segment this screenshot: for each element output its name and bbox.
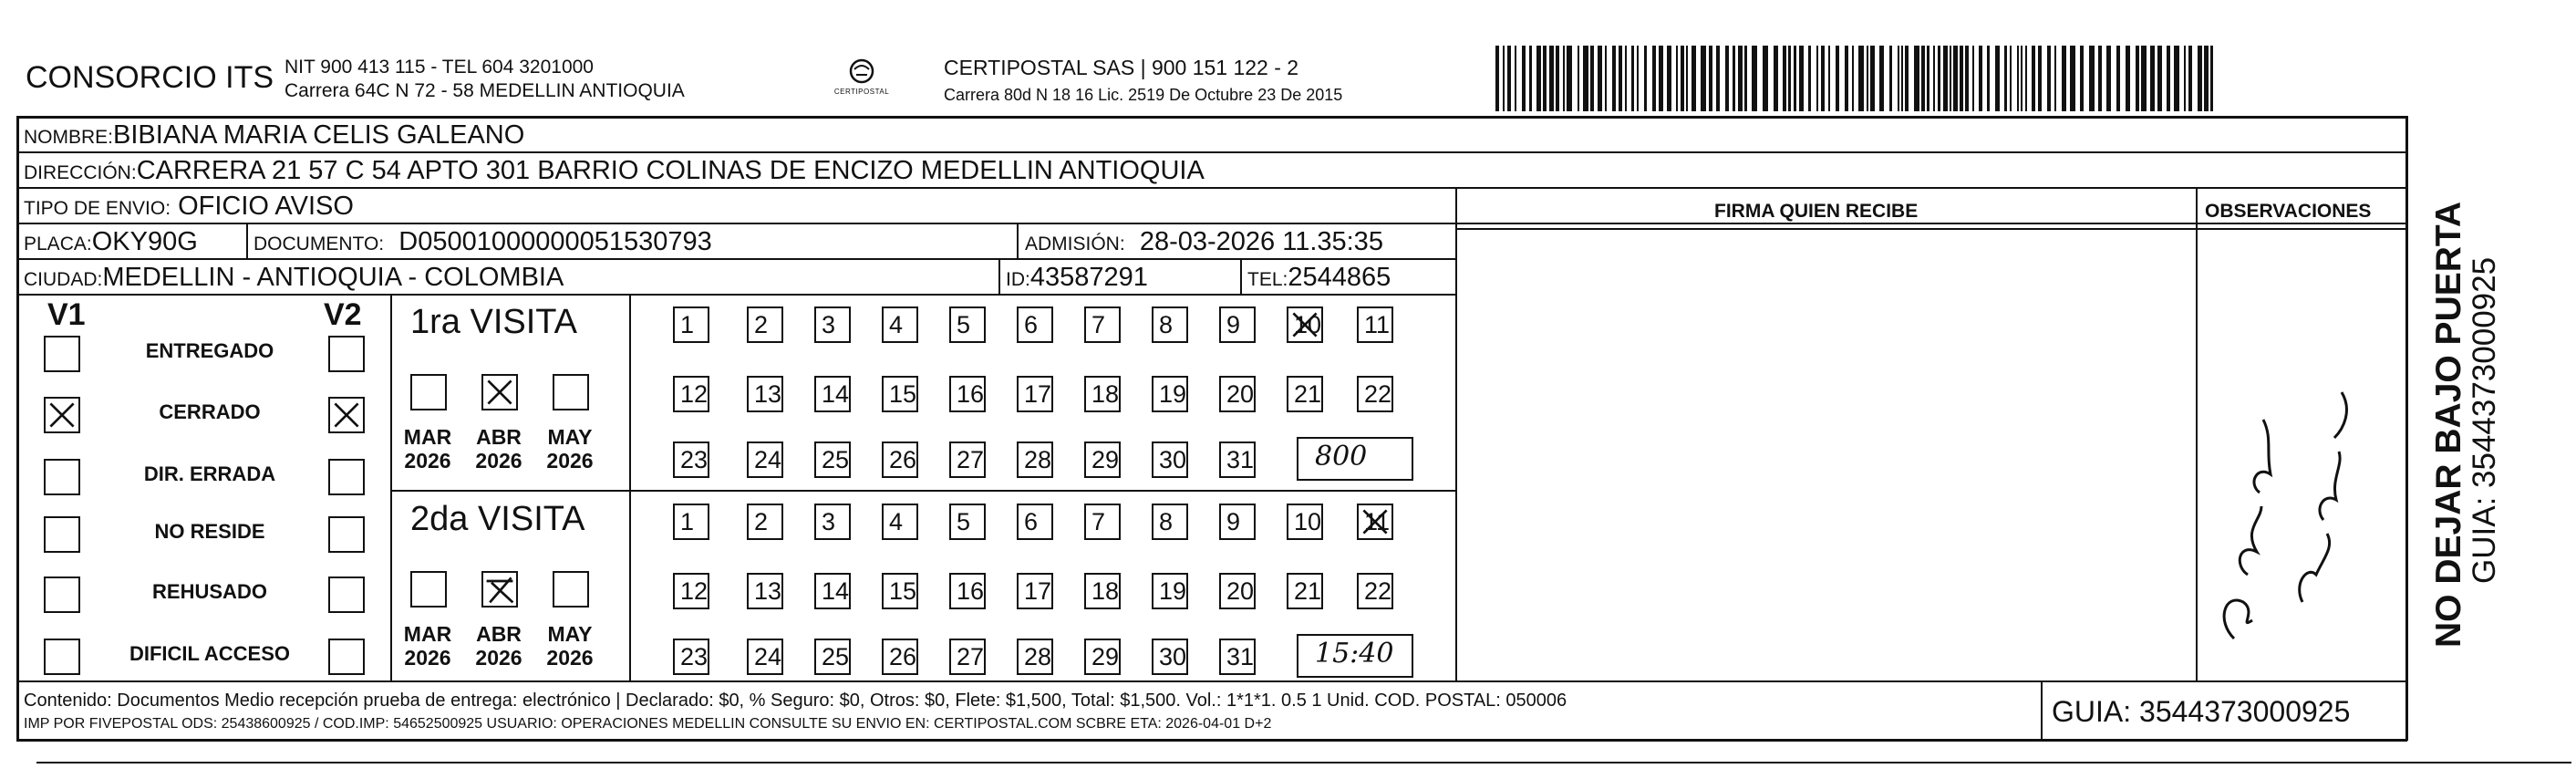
tel-cell [1247,262,1391,296]
day-box[interactable] [1017,504,1053,540]
day-number: 18 [1091,380,1120,408]
day-box[interactable] [1357,376,1393,412]
v2-checkbox[interactable] [328,336,365,372]
carrier-license: Carrera 80d N 18 16 Lic. 2519 De Octubre 23 De 2015 [944,86,1343,104]
month-checkbox[interactable] [481,374,518,410]
placa-cell [24,226,198,260]
day-number: 5 [957,311,971,338]
tipo-label: TIPO DE ENVIO: [24,198,171,219]
day-number: 16 [957,380,985,408]
day-number: 22 [1364,577,1392,605]
month-name: ABR [476,622,522,646]
v1-header: V1 [47,297,86,332]
day-number: 9 [1226,311,1241,338]
day-box[interactable] [1219,504,1256,540]
firma-header: FIRMA QUIEN RECIBE [1714,201,1919,222]
v2-header: V2 [324,297,362,332]
v1-checkbox[interactable] [44,576,80,613]
day-number: 3 [822,508,836,535]
month-name: MAR [403,622,452,646]
day-number: 21 [1294,380,1322,408]
footer-line2: IMP POR FIVEPOSTAL ODS: 25438600925 / COD.IMP: 54652500925 USUARIO: OPERACIONES MEDELLIN CONSULTE SU ENVIO EN: CERTIPOSTAL.COM SCBRE ETA: 2026-04-01 D+2 [24,716,1272,732]
day-number: 2 [754,508,769,535]
day-box[interactable] [1017,376,1053,412]
id-value: 43587291 [1029,263,1148,292]
placa-value: OKY90G [91,227,198,256]
day-box[interactable] [949,504,986,540]
side-guia: GUIA: 3544373000925 [2467,256,2502,584]
day-number: 23 [680,643,709,670]
day-number: 31 [1226,446,1255,473]
status-label: DIR. ERRADA [143,462,276,485]
day-box[interactable] [1084,639,1121,675]
day-box[interactable] [1219,639,1256,675]
day-number: 1 [680,311,695,338]
certipostal-logo-icon [834,57,889,102]
direccion-value: CARRERA 21 57 C 54 APTO 301 BARRIO COLINAS DE ENCIZO MEDELLIN ANTIOQUIA [136,156,1205,185]
day-box[interactable] [814,306,851,343]
month-label [471,425,527,473]
month-year: 2026 [404,646,451,670]
ciudad-cell [24,262,564,296]
visit-title: 2da VISITA [410,500,585,538]
day-box[interactable] [1219,306,1256,343]
month-year: 2026 [546,646,594,670]
month-checkbox[interactable] [553,374,589,410]
day-box[interactable] [747,306,783,343]
day-box[interactable] [1287,504,1323,540]
day-number: 9 [1226,508,1241,535]
month-label [471,622,527,670]
day-number: 21 [1294,577,1322,605]
day-box[interactable] [1152,504,1188,540]
day-box[interactable] [882,504,918,540]
day-number: 28 [1024,446,1052,473]
day-number: 20 [1226,577,1255,605]
day-number: 15 [889,577,917,605]
day-number: 14 [822,380,850,408]
tel-label: TEL: [1247,269,1288,290]
day-box[interactable] [814,639,851,675]
day-number: 7 [1091,508,1106,535]
day-box[interactable] [814,573,851,609]
sender-address: Carrera 64C N 72 - 58 MEDELLIN ANTIOQUIA [284,80,685,101]
month-checkbox[interactable] [410,374,447,410]
day-box[interactable] [747,573,783,609]
month-name: MAY [547,425,593,449]
day-box[interactable] [1084,441,1121,478]
carrier-name: CERTIPOSTAL SAS | 900 151 122 - 2 [944,56,1299,79]
month-name: MAY [547,622,593,646]
status-label: NO RESIDE [154,520,265,543]
day-box[interactable] [1357,306,1393,343]
day-box[interactable] [1287,573,1323,609]
day-box[interactable] [949,376,986,412]
day-box[interactable] [1357,573,1393,609]
day-box[interactable] [1017,573,1053,609]
v2-checkbox[interactable] [328,459,365,495]
month-year: 2026 [404,449,451,473]
status-label: DIFICIL ACCESO [129,642,290,665]
id-cell [1006,262,1148,296]
day-box[interactable] [673,306,709,343]
day-number: 24 [754,446,782,473]
admision-cell [1025,226,1383,260]
nombre-value: BIBIANA MARIA CELIS GALEANO [113,120,525,150]
v2-checkbox[interactable] [328,576,365,613]
placa-label: PLACA: [24,234,92,254]
month-year: 2026 [475,646,522,670]
day-box[interactable] [814,441,851,478]
sender-nit: NIT 900 413 115 - TEL 604 3201000 [284,57,594,78]
side-warning: NO DEJAR BAJO PUERTA [2429,201,2468,648]
day-box[interactable] [1084,573,1121,609]
day-number: 26 [889,446,917,473]
day-number: 27 [957,446,985,473]
v1-checkbox[interactable] [44,336,80,372]
documento-value: D05001000000051530793 [398,227,712,256]
day-number: 26 [889,643,917,670]
day-number: 3 [822,311,836,338]
day-box[interactable] [1084,376,1121,412]
month-label [542,622,598,670]
day-number: 6 [1024,311,1039,338]
day-box[interactable] [1152,376,1188,412]
day-number: 17 [1024,380,1052,408]
day-box[interactable] [1152,573,1188,609]
day-box[interactable] [1017,441,1053,478]
day-box[interactable] [1287,376,1323,412]
day-number: 7 [1091,311,1106,338]
month-label [399,622,456,670]
v1-checkbox[interactable] [44,516,80,553]
day-box[interactable] [673,573,709,609]
v2-checkbox[interactable] [328,516,365,553]
day-box[interactable] [1357,504,1393,540]
day-box[interactable] [1084,504,1121,540]
ciudad-value: MEDELLIN - ANTIOQUIA - COLOMBIA [102,263,564,292]
day-number: 12 [680,577,709,605]
day-number: 17 [1024,577,1052,605]
day-box[interactable] [1084,306,1121,343]
day-box[interactable] [747,441,783,478]
day-box[interactable] [1017,639,1053,675]
day-box[interactable] [1219,376,1256,412]
day-box[interactable] [949,639,986,675]
v1-checkbox[interactable] [44,459,80,495]
status-label: REHUSADO [152,580,267,603]
day-number: 28 [1024,643,1052,670]
day-number: 23 [680,446,709,473]
v2-checkbox[interactable] [328,397,365,433]
day-number: 31 [1226,643,1255,670]
nombre-label: NOMBRE: [24,127,114,148]
day-number: 24 [754,643,782,670]
day-box[interactable] [747,504,783,540]
day-box[interactable] [882,306,918,343]
day-number: 30 [1159,446,1187,473]
day-number: 5 [957,508,971,535]
day-number: 29 [1091,643,1120,670]
day-box[interactable] [673,376,709,412]
documento-label: DOCUMENTO: [253,234,385,254]
day-number: 4 [889,311,904,338]
day-number: 29 [1091,446,1120,473]
day-box[interactable] [1219,573,1256,609]
v1-checkbox[interactable] [44,397,80,433]
tipo-row [24,191,354,224]
direccion-row [24,155,1205,189]
day-box[interactable] [1017,306,1053,343]
id-label: ID: [1006,269,1030,290]
day-number: 14 [822,577,850,605]
day-number: 6 [1024,508,1039,535]
day-box[interactable] [1152,441,1188,478]
day-number: 11 [1364,508,1391,535]
month-year: 2026 [475,449,522,473]
day-number: 4 [889,508,904,535]
day-box[interactable] [949,441,986,478]
day-number: 22 [1364,380,1392,408]
day-number: 13 [754,380,782,408]
month-checkbox[interactable] [553,571,589,608]
day-number: 19 [1159,577,1187,605]
day-box[interactable] [1219,441,1256,478]
day-number: 2 [754,311,769,338]
day-box[interactable] [747,376,783,412]
day-box[interactable] [949,573,986,609]
day-box[interactable] [673,441,709,478]
day-number: 8 [1159,311,1174,338]
day-box[interactable] [814,376,851,412]
observaciones-header: OBSERVACIONES [2205,201,2372,222]
day-box[interactable] [814,504,851,540]
day-number: 25 [822,643,850,670]
day-number: 18 [1091,577,1120,605]
day-box[interactable] [673,504,709,540]
visit-time-value: 15:40 [1315,638,1394,670]
day-box[interactable] [1287,306,1323,343]
day-number: 25 [822,446,850,473]
month-year: 2026 [546,449,594,473]
day-number: 10 [1294,311,1322,338]
visit-time-value: 800 [1315,441,1368,473]
day-box[interactable] [882,376,918,412]
day-number: 20 [1226,380,1255,408]
nombre-row [24,119,524,153]
day-number: 13 [754,577,782,605]
documento-cell [253,226,712,260]
day-number: 10 [1294,508,1322,535]
visit-time [1297,634,1413,678]
day-number: 8 [1159,508,1174,535]
day-number: 30 [1159,643,1187,670]
day-box[interactable] [882,573,918,609]
month-checkbox[interactable] [481,571,518,608]
day-number: 11 [1364,311,1391,338]
footer-line1: Contenido: Documentos Medio recepción prueba de entrega: electrónico | Declarado: $0, % Seguro: $0, Otros: $0, Flete: $1,500, Total: $1,500. Vol.: 1*1*1. 0.5 1 Unid. COD. POSTAL: 050006 [24,691,1567,711]
day-box[interactable] [882,441,918,478]
day-number: 27 [957,643,985,670]
day-box[interactable] [1152,639,1188,675]
admision-label: ADMISIÓN: [1025,234,1125,254]
month-name: ABR [476,425,522,449]
day-box[interactable] [673,639,709,675]
day-number: 19 [1159,380,1187,408]
day-box[interactable] [882,639,918,675]
day-number: 12 [680,380,709,408]
visit-title: 1ra VISITA [410,303,578,341]
visit-time [1297,437,1413,481]
logo-text: CERTIPOSTAL [833,88,890,96]
month-label [399,425,456,473]
tel-value: 2544865 [1288,263,1391,292]
observaciones-handwritten [2207,347,2371,657]
ciudad-label: CIUDAD: [24,269,103,290]
barcode [1495,46,2225,111]
month-checkbox[interactable] [410,571,447,608]
month-label [542,425,598,473]
day-box[interactable] [747,639,783,675]
sender-name: CONSORCIO ITS [26,60,274,95]
day-box[interactable] [1152,306,1188,343]
tipo-value: OFICIO AVISO [178,192,354,221]
day-number: 16 [957,577,985,605]
v1-checkbox[interactable] [44,639,80,675]
v2-checkbox[interactable] [328,639,365,675]
day-number: 15 [889,380,917,408]
footer-guia: GUIA: 3544373000925 [2052,695,2351,728]
direccion-label: DIRECCIÓN: [24,162,137,183]
day-number: 1 [680,508,695,535]
admision-value: 28-03-2026 11.35:35 [1139,227,1383,256]
status-label: ENTREGADO [145,339,274,362]
day-box[interactable] [949,306,986,343]
month-name: MAR [403,425,452,449]
status-label: CERRADO [159,400,261,423]
